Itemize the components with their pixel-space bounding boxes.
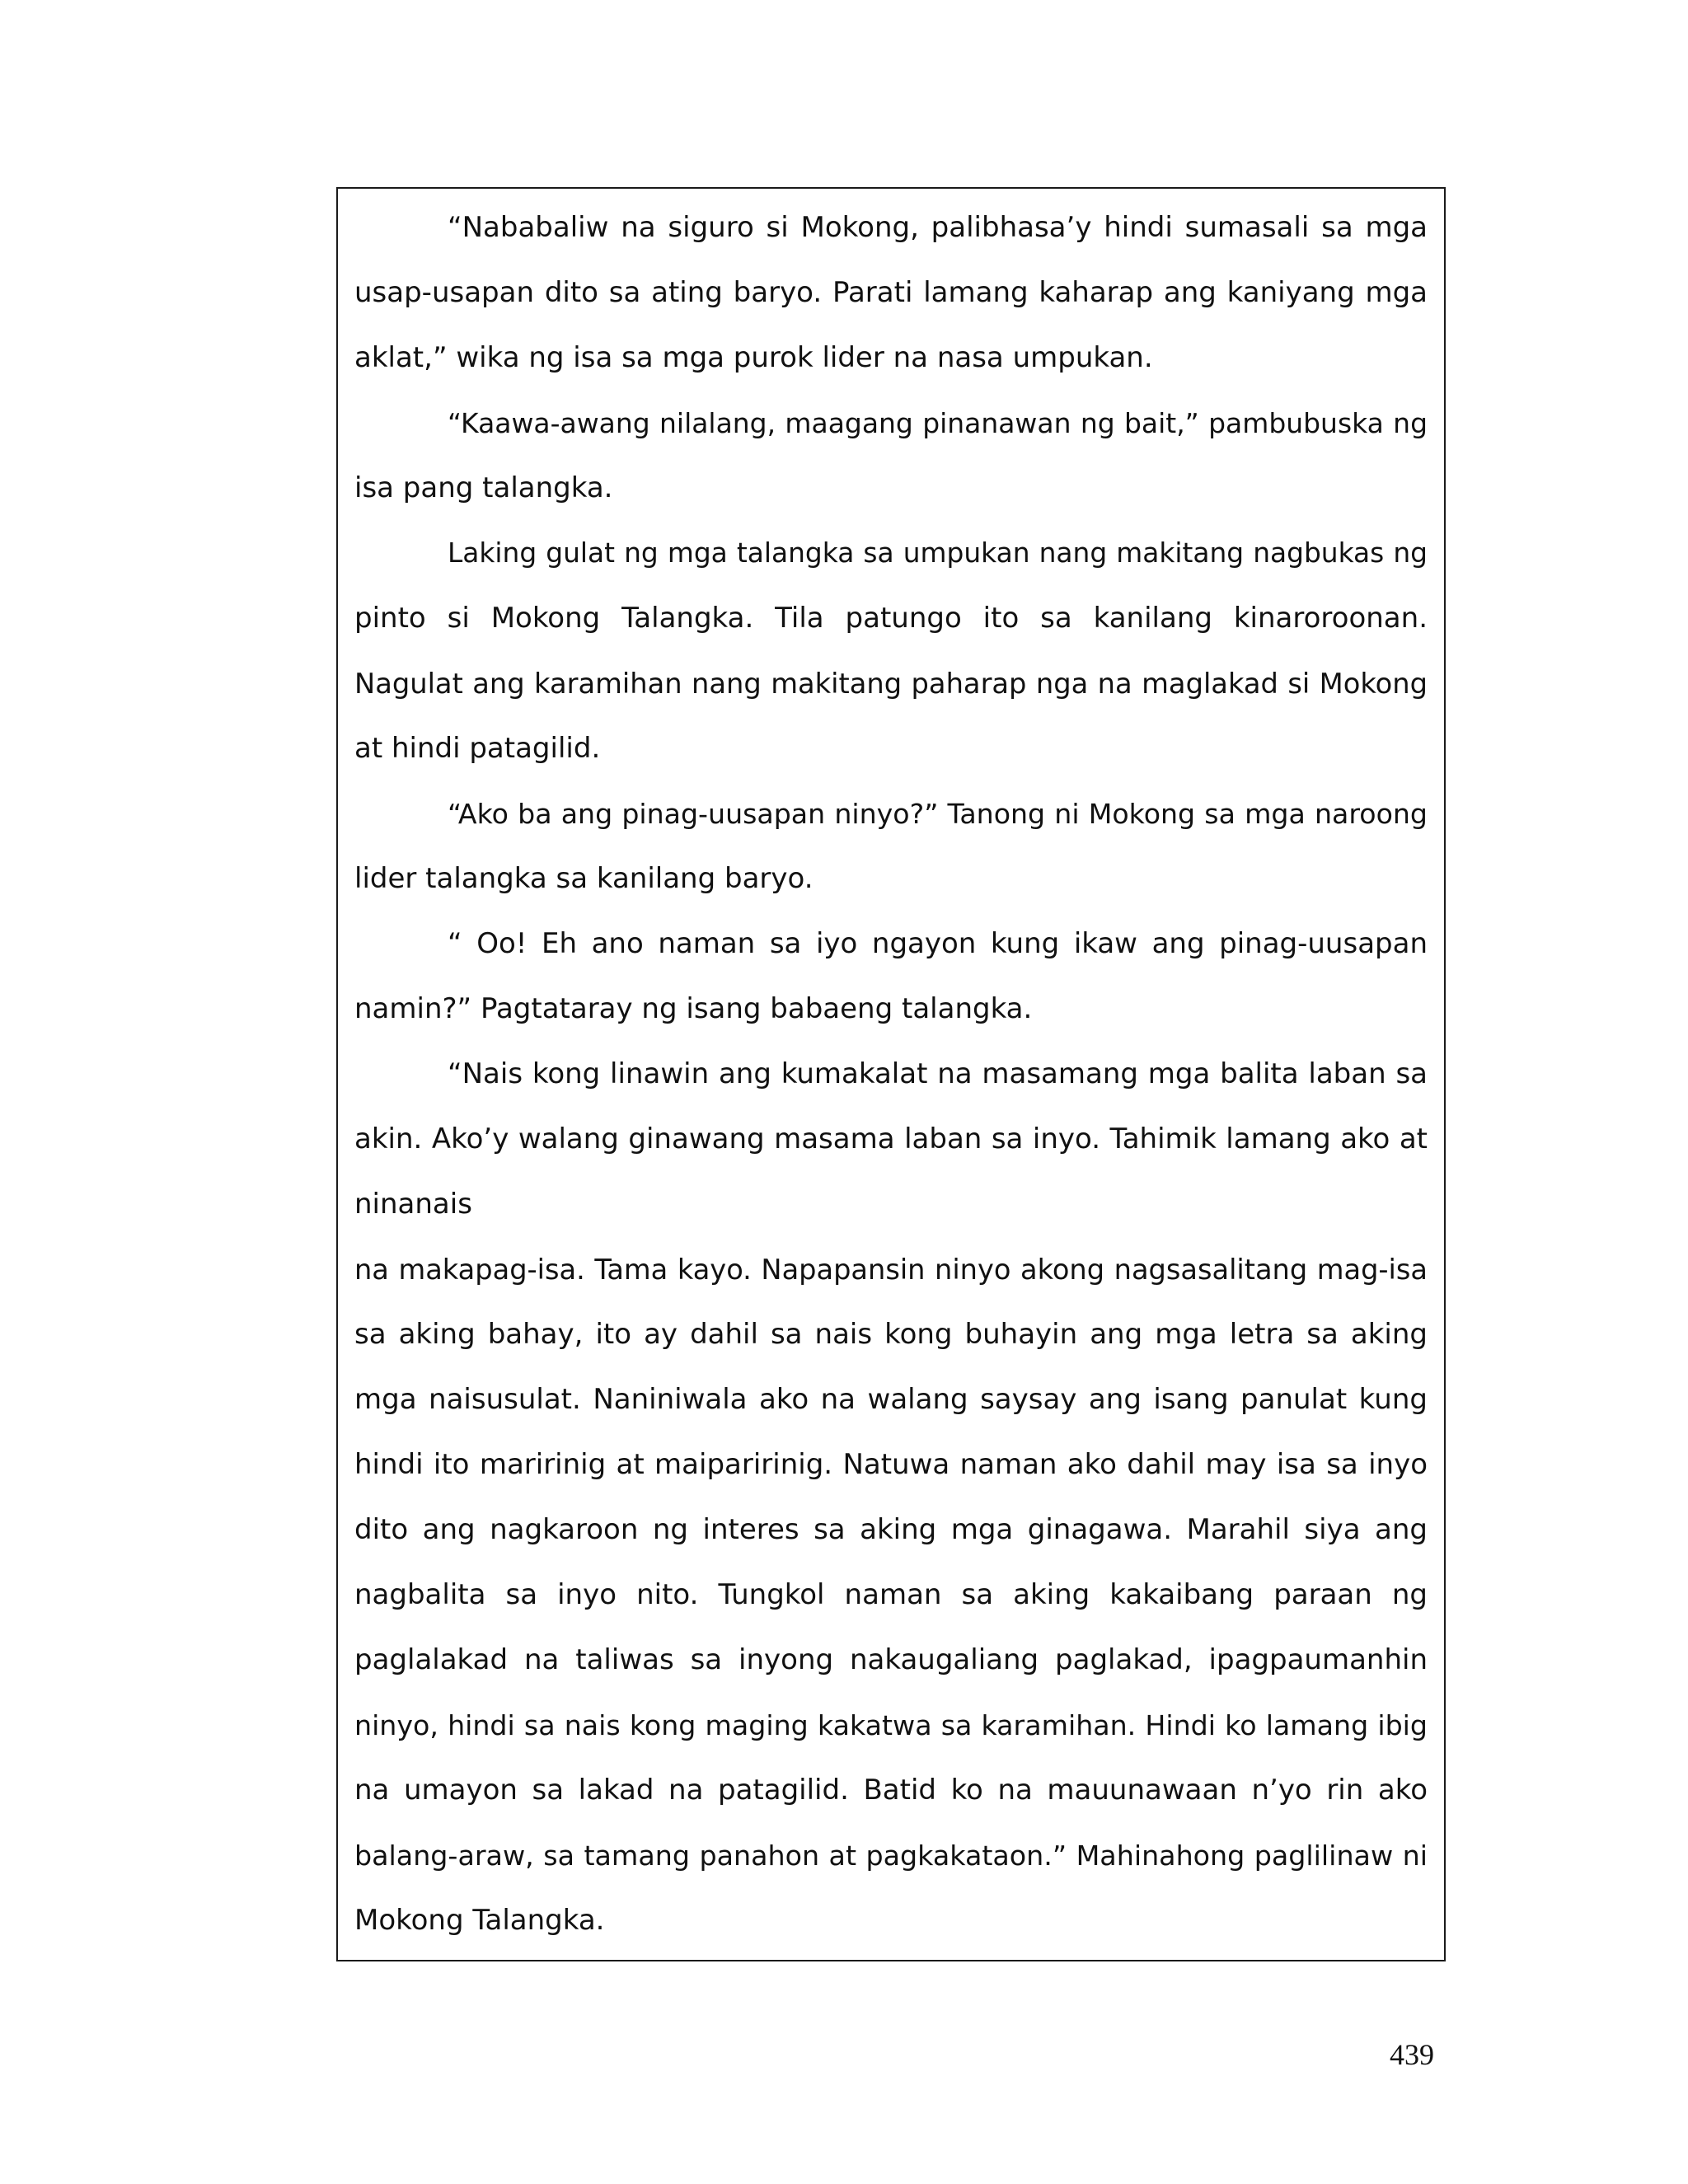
story-line: na makapag-isa. Tama kayo. Napapansin ninyo akong nagsasalitang mag-isa xyxy=(354,1254,1428,1286)
story-line: nagbalita sa inyo nito. Tungkol naman sa aking kakaibang paraan ng xyxy=(354,1578,1428,1611)
story-line: Laking gulat ng mga talangka sa umpukan nang makitang nagbukas ng xyxy=(448,537,1428,569)
story-text-box xyxy=(336,187,1446,1961)
story-text xyxy=(354,195,1428,1953)
story-line: na umayon sa lakad na patagilid. Batid ko na mauunawaan n’yo rin ako xyxy=(354,1774,1428,1807)
story-line: aklat,” wika ng isa sa mga purok lider na nasa umpukan. xyxy=(354,341,1153,374)
story-line: akin. Ako’y walang ginawang masama laban sa inyo. Tahimik lamang ako at xyxy=(354,1122,1428,1155)
story-line: dito ang nagkaroon ng interes sa aking mga ginagawa. Marahil siya ang xyxy=(354,1513,1428,1546)
story-line: mga naisusulat. Naniniwala ako na walang saysay ang isang panulat kung xyxy=(354,1383,1428,1416)
story-line: balang-araw, sa tamang panahon at pagkakataon.” Mahinahong paglilinaw ni xyxy=(354,1840,1428,1872)
story-line: namin?” Pagtataray ng isang babaeng talangka. xyxy=(354,992,1033,1025)
story-line: hindi ito maririnig at maiparirinig. Natuwa naman ako dahil may isa sa inyo xyxy=(354,1448,1428,1481)
story-line: Mokong Talangka. xyxy=(354,1904,605,1937)
story-line: isa pang talangka. xyxy=(354,471,613,504)
story-line: sa aking bahay, ito ay dahil sa nais kong buhayin ang mga letra sa aking xyxy=(354,1318,1428,1351)
story-line: ninanais xyxy=(354,1188,472,1221)
story-line: ninyo, hindi sa nais kong maging kakatwa sa karamihan. Hindi ko lamang ibig xyxy=(354,1709,1428,1741)
story-line: “Nais kong linawin ang kumakalat na masamang mga balita laban sa xyxy=(448,1057,1428,1090)
story-line: “Ako ba ang pinag-uusapan ninyo?” Tanong ni Mokong sa mga naroong xyxy=(448,798,1428,830)
story-line: pinto si Mokong Talangka. Tila patungo ito sa kanilang kinaroroonan. xyxy=(354,602,1428,635)
page-number: 439 xyxy=(1390,2038,1434,2071)
story-line: usap-usapan dito sa ating baryo. Parati lamang kaharap ang kaniyang mga xyxy=(354,276,1428,309)
story-line: “Nababaliw na siguro si Mokong, palibhasa’y hindi sumasali sa mga xyxy=(448,211,1428,244)
story-line: lider talangka sa kanilang baryo. xyxy=(354,862,814,895)
story-line: “Kaawa-awang nilalang, maagang pinanawan ng bait,” pambubuska ng xyxy=(448,407,1428,439)
story-line: “ Oo! Eh ano naman sa iyo ngayon kung ikaw ang pinag-uusapan xyxy=(448,927,1428,960)
story-line: Nagulat ang karamihan nang makitang paharap nga na maglakad si Mokong xyxy=(354,668,1428,700)
story-line: at hindi patagilid. xyxy=(354,732,601,765)
story-line: paglalakad na taliwas sa inyong nakaugaliang paglakad, ipagpaumanhin xyxy=(354,1643,1428,1676)
